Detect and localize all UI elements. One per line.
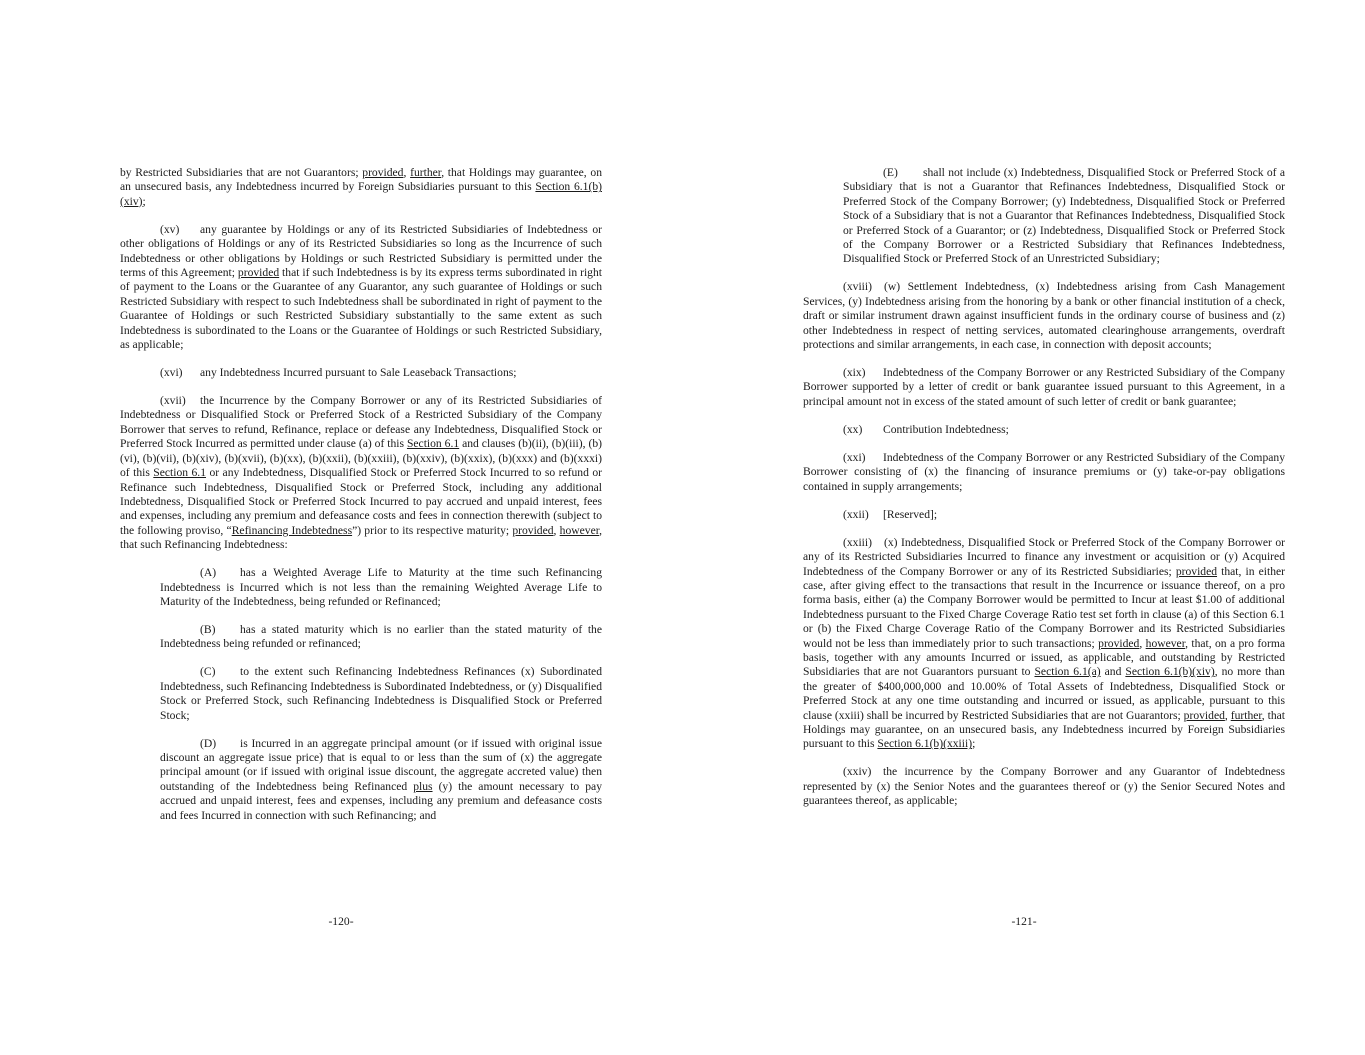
left-page xyxy=(0,0,682,1055)
text-run: , xyxy=(403,166,411,179)
clause-label: (C) xyxy=(200,665,216,679)
subclause-D xyxy=(160,737,602,823)
text-run: , xyxy=(553,523,560,537)
clause-label: (xxii) xyxy=(843,507,869,521)
subclause-A xyxy=(160,566,602,609)
clause-label: (D) xyxy=(200,736,217,750)
text-run: (w) Settlement Indebtedness, (x) Indebtedness arising from Cash Management Services, (y) Indebtedness arising from the honoring by a bank or other financial institution of a check, draft or similar instrument drawn against insufficient funds in the ordinary course of business and (z) other Indebtedness in respect of netting services, automated clearinghouse arrangements, overdraft protections and similar arrangements, in each case, in connection with deposit accounts; xyxy=(803,280,1285,352)
clause-label: (xxi) xyxy=(843,450,866,464)
page-number: -120- xyxy=(328,915,354,928)
text-run: that, in either case, after giving effect to the transactions that result in the Incurrence or issuance thereof, on a pro forma basis, either (a) the Company Borrower would be permitted to Incur at least $1.00 of additional Indebtedness pursuant to the Fixed Charge Coverage Ratio test set forth in clause (a) of this Section 6.1 or (b) the Fixed Charge Coverage Ratio of the Company Borrower and its Restricted Subsidiaries would not be less than immediately prior to such transactions; xyxy=(803,564,1286,650)
clause-label: (xxiv) xyxy=(843,765,872,779)
clause-xxi xyxy=(803,451,1285,494)
text-run: by Restricted Subsidiaries that are not Guarantors; xyxy=(120,166,363,179)
clause-label: (xviii) xyxy=(843,280,872,294)
clause-xxiv xyxy=(803,765,1285,808)
text-run: any guarantee by Holdings or any of its Restricted Subsidiaries of Indebtedness or other obligations of Holdings or any of its Restricted Subsidiaries so long as the Incurrence of such Indebtedness or other obligations by Holdings or such Restricted Subsidiary is permitted under the terms of this Agreement; xyxy=(120,222,602,280)
page-number: -121- xyxy=(1011,915,1037,928)
text-run: (y) the amount necessary to pay accrued and unpaid interest, fees and expenses, including any premium and defeasance costs and fees Incurred in connection with such Refinancing; and xyxy=(160,779,603,822)
text-run: shall not include (x) Indebtedness, Disqualified Stock or Preferred Stock of a Subsidiary that is not a Guarantor that Refinances Indebtedness, Disqualified Stock or Preferred Stock of the Company Borrower; (y) Indebtedness, Disqualified Stock or Preferred Stock of a Subsidiary that is not a Guarantor that Refinances Indebtedness, Disqualified Stock or Preferred Stock of a Guarantor; or (z) Indebtedness, Disqualified Stock or Preferred Stock of the Company Borrower or a Restricted Subsidiary that Refinances Indebtedness, Disqualified Stock or Preferred Stock of an Unrestricted Subsidiary; xyxy=(843,166,1285,266)
underlined-term: provided xyxy=(1183,708,1225,722)
underlined-term: however xyxy=(559,523,600,537)
text-run: , no more than the greater of $400,000,000 and 10.00% of Total Assets of Indebtedness, Disqualified Stock or Preferred Stock at any one time outstanding and incurred or issued, as applicable, pursuant to this clause (xxiii) shall be incurred by Restricted Subsidiaries that are not Guarantors; xyxy=(803,665,1285,722)
right-page xyxy=(683,0,1365,1055)
text-run: (x) Indebtedness, Disqualified Stock or Preferred Stock of the Company Borrower or any of its Restricted Subsidiaries Incurred to finance any investment or acquisition or (y) Acquired Indebtedness of the Company Borrower or any of its Restricted Subsidiaries; xyxy=(803,535,1285,578)
underlined-term: provided xyxy=(237,266,280,280)
text-run: and xyxy=(1100,665,1126,679)
subclause-E xyxy=(843,166,1285,267)
text-run: has a Weighted Average Life to Maturity at the time such Refinancing Indebtedness is Incurred which is not less than the remaining Weighted Average Life to Maturity of the Indebtedness, being refunded or Refinanced; xyxy=(160,566,602,608)
clause-xxii xyxy=(803,508,1285,522)
text-run: the incurrence by the Company Borrower and any Guarantor of Indebtedness represented by (x) the Senior Notes and the guarantees thereof or (y) the Senior Secured Notes and guarantees thereof, as applicable; xyxy=(803,765,1285,808)
text-run: and clauses (b)(ii), (b)(iii), (b)(vi), (b)(vii), (b)(xiv), (b)(xvii), (b)(xx), (b)(xxii), (b)(xxiii), (b)(xxiv), (b)(xxix), (b)(xxx) and (b)(xxxi) of this xyxy=(120,437,602,480)
subclause-B xyxy=(160,623,602,652)
clause-label: (xx) xyxy=(843,422,863,436)
clause-label: (xv) xyxy=(160,222,180,236)
clause-xviii xyxy=(803,280,1285,352)
underlined-term: however xyxy=(1145,636,1186,650)
underlined-term: further xyxy=(410,166,442,179)
paragraph-continuation xyxy=(120,166,602,209)
section-reference: Section 6.1(b)(xxiii) xyxy=(877,737,973,751)
clause-label: (E) xyxy=(883,166,898,179)
underlined-term: plus xyxy=(413,779,433,793)
clause-xv xyxy=(120,223,602,353)
section-reference: Section 6.1 xyxy=(406,437,460,451)
underlined-term: provided xyxy=(512,523,554,537)
text-run: has a stated maturity which is no earlier than the stated maturity of the Indebtedness being refunded or refinanced; xyxy=(160,622,602,651)
text-run: ; xyxy=(972,737,976,751)
subclause-C xyxy=(160,665,602,723)
text-run: Indebtedness of the Company Borrower or any Restricted Subsidiary of the Company Borrower supported by a letter of credit or bank guarantee issued pursuant to this Agreement, in a principal amount not in excess of the stated amount of such letter of credit or bank guarantee; xyxy=(803,366,1285,408)
text-run: is Incurred in an aggregate principal amount (or if issued with original issue discount an aggregate issue price) that is equal to or less than the sum of (x) the aggregate principal amount (or if issued with original issue discount, the aggregate accreted value) then outstanding of the Indebtedness being Refinanced xyxy=(160,736,602,793)
text-run: ; xyxy=(142,194,146,208)
text-run: , that, on a pro forma basis, together with any amounts Incurred or issued, as applicable, and outstanding by Restricted Subsidiaries that are not Guarantors pursuant to xyxy=(803,636,1285,679)
clause-xix xyxy=(803,366,1285,409)
clause-xvii xyxy=(120,394,602,552)
clause-label: (xvii) xyxy=(160,394,186,408)
text-run: , that such Refinancing Indebtedness: xyxy=(120,523,603,552)
underlined-term: further xyxy=(1230,708,1262,722)
clause-xvi xyxy=(120,366,602,380)
text-run: ”) prior to its respective maturity; xyxy=(352,523,513,537)
text-run: any Indebtedness Incurred pursuant to Sale Leaseback Transactions; xyxy=(200,366,517,380)
underlined-term: provided xyxy=(362,166,404,179)
section-reference: Section 6.1(b)(xiv) xyxy=(120,180,602,208)
section-reference: Section 6.1 xyxy=(153,466,207,480)
text-run: the Incurrence by the Company Borrower or any of its Restricted Subsidiaries of Indebtedness or Disqualified Stock or Preferred Stock of a Restricted Subsidiary of the Company Borrower that serves to refund, Refinance, replace or defease any Indebtedness, Disqualified Stock or Preferred Stock Incurred as permitted under clause (a) of this xyxy=(120,394,602,451)
text-run: , that Holdings may guarantee, on an unsecured basis, any Indebtedness incurred by Foreign Subsidiaries pursuant to this xyxy=(120,166,602,194)
text-run: Contribution Indebtedness; xyxy=(883,422,1009,436)
underlined-term: provided xyxy=(1098,636,1140,650)
text-run: Indebtedness of the Company Borrower or any Restricted Subsidiary of the Company Borrower consisting of (x) the financing of insurance premiums or (y) take-or-pay obligations contained in supply arrangements; xyxy=(803,450,1285,493)
clause-xxiii xyxy=(803,536,1285,752)
right-page-body xyxy=(803,166,1285,822)
left-page-body xyxy=(120,166,602,837)
defined-term: Refinancing Indebtedness xyxy=(231,523,353,537)
text-run: that if such Indebtedness is by its express terms subordinated in right of payment to the Loans or the Guarantee of any Guarantor, any such guarantee of Holdings or such Restricted Subsidiary with respect to such Indebtedness shall be subordinated in right of payment to the Guarantee of Holdings or such Restricted Subsidiary substantially to the same extent as such Indebtedness is subordinated to the Loans or the Guarantee of Holdings or such Restricted Subsidiary, as applicable; xyxy=(120,266,602,352)
clause-label: (A) xyxy=(200,566,217,580)
section-reference: Section 6.1(b)(xiv) xyxy=(1125,665,1215,679)
text-run: [Reserved]; xyxy=(883,507,938,521)
clause-label: (xxiii) xyxy=(843,535,872,549)
underlined-term: provided xyxy=(1175,564,1218,578)
clause-label: (B) xyxy=(200,622,216,636)
clause-xx xyxy=(803,423,1285,437)
text-run: or any Indebtedness, Disqualified Stock or Preferred Stock Incurred to so refund or Refinance such Indebtedness, Disqualified Stock or Preferred Stock, including any additional Indebtedness, Disqualified Stock or Preferred Stock Incurred to pay accrued and unpaid interest, fees and expenses, including any premium and defeasance costs and fees in connection therewith (subject to the following proviso, “ xyxy=(120,466,602,537)
text-run: to the extent such Refinancing Indebtedness Refinances (x) Subordinated Indebtedness, such Refinancing Indebtedness is Subordinated Indebtedness, or (y) Disqualified Stock or Preferred Stock, such Refinancing Indebtedness is Disqualified Stock or Preferred Stock; xyxy=(160,665,602,722)
clause-label: (xix) xyxy=(843,366,866,380)
text-run: , xyxy=(1224,708,1231,722)
text-run: , that Holdings may guarantee, on an unsecured basis, any Indebtedness incurred by Foreign Subsidiaries pursuant to this xyxy=(803,708,1285,751)
text-run: , xyxy=(1139,636,1146,650)
clause-label: (xvi) xyxy=(160,366,183,380)
section-reference: Section 6.1(a) xyxy=(1034,665,1101,679)
